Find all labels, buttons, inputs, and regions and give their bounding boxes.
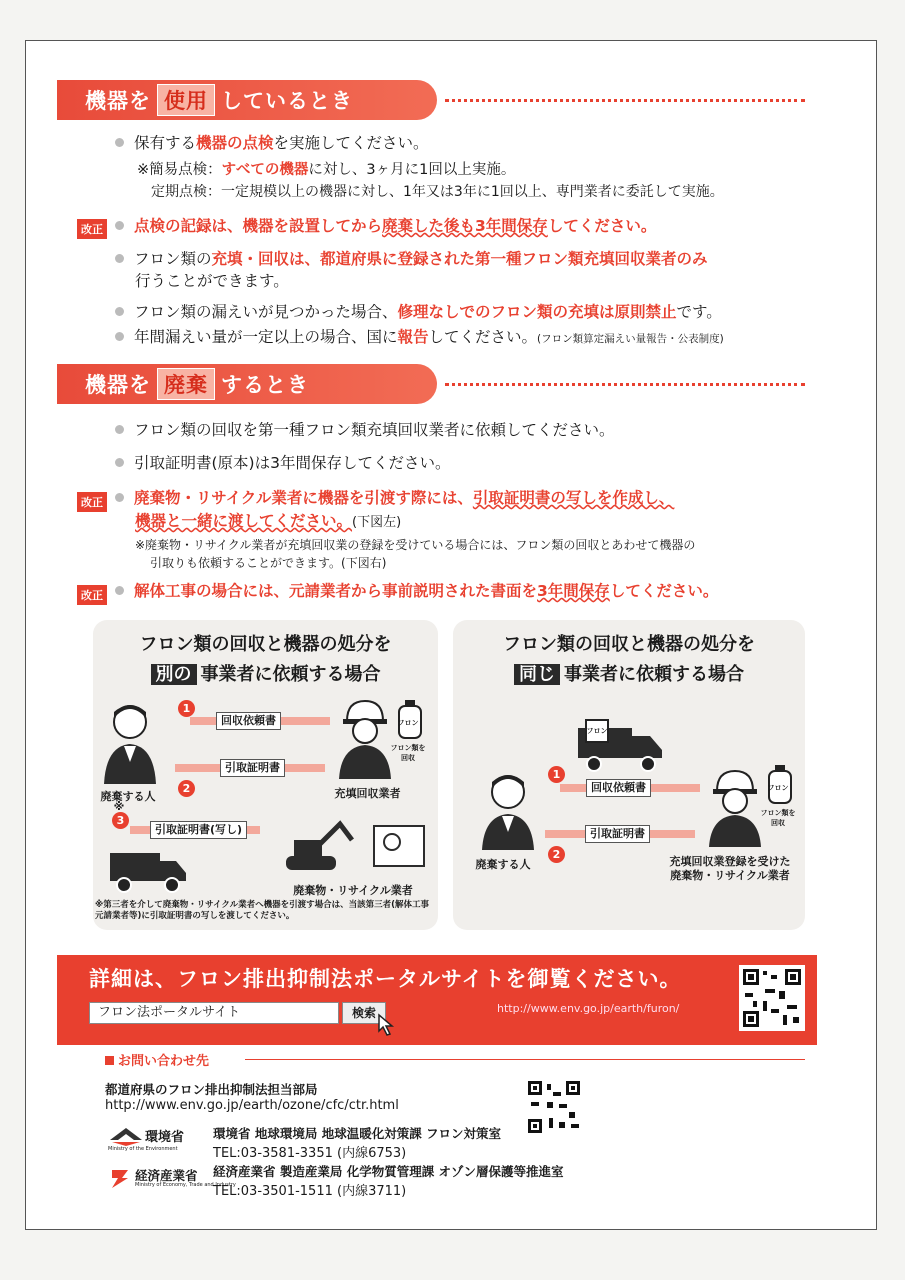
text: 事業者に依頼する場合	[564, 664, 744, 685]
text: です。	[676, 303, 722, 321]
tank-note: フロン類を回収	[760, 809, 796, 827]
arrow-request	[190, 713, 330, 729]
qr-code-icon	[525, 1078, 583, 1136]
recycler-label: 廃棄物・リサイクル業者	[293, 884, 413, 897]
bullet-icon	[115, 254, 124, 263]
search-input[interactable]: フロン法ポータルサイト	[89, 1002, 339, 1024]
list-item	[115, 249, 708, 270]
list-item-continued	[135, 511, 401, 533]
arrow-certificate-copy	[130, 822, 260, 838]
dotted-divider	[445, 383, 805, 386]
dotted-divider	[445, 99, 805, 102]
text: 年間漏えい量が一定以上の場合、国に	[134, 328, 398, 346]
list-item	[115, 216, 656, 237]
tank-label: フロン	[397, 719, 419, 727]
section-header-prefix: 機器を	[85, 89, 151, 113]
portal-url[interactable]: http://www.env.go.jp/earth/furon/	[497, 1002, 680, 1015]
list-item-continued: 行うことができます。	[135, 272, 289, 290]
section-header-highlight: 使用	[157, 84, 215, 116]
diagram-right-title: フロン類の回収と機器の処分を	[503, 634, 755, 655]
cursor-icon	[377, 1013, 397, 1037]
arrow-label: 回収依頼書	[216, 712, 281, 730]
env-ministry-logo-icon	[108, 1126, 144, 1146]
tank-label: フロン	[767, 784, 789, 792]
arrow-label: 引取証明書	[220, 759, 285, 777]
bullet-icon	[115, 458, 124, 467]
list-item	[115, 133, 429, 154]
meti-logo-icon	[108, 1166, 132, 1190]
underlined-text: 引取証明書の写しを作成し、	[472, 489, 675, 507]
step-number: 3	[112, 812, 129, 829]
worker-label: 充填回収業者	[334, 787, 401, 800]
person-label: 廃棄する人	[475, 858, 531, 871]
diagram-left-title: フロン類の回収と機器の処分を	[139, 634, 392, 655]
text: してください。	[428, 328, 538, 346]
note: ※廃棄物・リサイクル業者が充填回収業の登録を受けている場合には、フロン類の回収とあわせて機器の	[135, 538, 696, 552]
diagram-footnote: ※第三者を介して廃棄物・リサイクル業者へ機器を引渡す場合は、当該第三者(解体工事元請業者等)に引取証明書の写しを渡してください。	[95, 900, 429, 921]
text: お問い合わせ先	[118, 1054, 210, 1069]
section-header-prefix: 機器を	[85, 373, 151, 397]
bullet-icon	[115, 586, 124, 595]
truck-label: フロン	[586, 727, 608, 735]
meti-logo-sub: Ministry of Economy, Trade and Industry	[135, 1182, 236, 1188]
worker-label-1: 充填回収業登録を受けた	[669, 855, 791, 868]
meti-tel: TEL:03-3501-1511 (内線3711)	[213, 1184, 407, 1199]
highlight-text: 報告	[397, 328, 429, 346]
qr-code-icon	[739, 965, 805, 1031]
step-number: 1	[178, 700, 195, 717]
banner-title: 詳細は、フロン排出抑制法ポータルサイトを御覧ください。	[89, 967, 682, 991]
text: フロン類の回収を第一種フロン類充填回収業者に依頼してください。	[134, 421, 615, 439]
text: 廃棄物・リサイクル業者に機器を引渡す際には、	[134, 489, 473, 507]
tank-note: フロン類を回収	[390, 744, 426, 762]
arrow-label: 回収依頼書	[586, 779, 651, 797]
truck-icon	[110, 845, 190, 895]
arrow-label: 引取証明書	[585, 825, 650, 843]
contact-header	[105, 1050, 209, 1069]
contact-divider	[245, 1059, 805, 1060]
worker-label-2: 廃棄物・リサイクル業者	[670, 869, 790, 882]
worker-icon	[335, 695, 395, 780]
underlined-text: 廃棄した後も3年間保存	[382, 217, 548, 235]
person-label: 廃棄する人	[100, 790, 156, 803]
text: を実施してください。	[273, 134, 429, 152]
search-button[interactable]: 検索	[342, 1002, 386, 1024]
list-item	[115, 581, 718, 602]
person-icon	[478, 770, 538, 850]
text: 保有する	[134, 134, 197, 152]
step-number: 1	[548, 766, 565, 783]
bullet-icon	[115, 493, 124, 502]
pref-url[interactable]: http://www.env.go.jp/earth/ozone/cfc/ctr.html	[105, 1098, 399, 1113]
text: フロン類の	[134, 250, 212, 268]
person-icon	[100, 700, 160, 785]
bullet-icon	[115, 138, 124, 147]
text: 事業者に依頼する場合	[200, 664, 381, 685]
square-icon	[105, 1056, 114, 1065]
boxed-word: 同じ	[514, 664, 560, 685]
note-text: (フロン類算定漏えい量報告・公表制度)	[537, 333, 724, 345]
text: (下図左)	[352, 515, 402, 530]
text: 解体工事の場合には、元請業者から事前説明された書面を	[134, 582, 538, 600]
env-tel: TEL:03-3581-3351 (内線6753)	[213, 1146, 407, 1161]
text: に対し、3ヶ月に1回以上実施。	[308, 162, 516, 178]
text: 点検の記録は、機器を設置してから	[134, 217, 383, 235]
bullet-icon	[115, 221, 124, 230]
section-header-highlight: 廃棄	[157, 368, 215, 400]
portal-banner	[57, 955, 817, 1045]
highlight-text: すべての機器	[221, 162, 309, 178]
step-number: 2	[548, 846, 565, 863]
diagram-right-subtitle	[453, 660, 805, 686]
diagram-left-subtitle	[93, 660, 438, 686]
text: フロン類の漏えいが見つかった場合、	[134, 303, 398, 321]
note: 引取りも依頼することができます。(下図右)	[150, 556, 387, 570]
list-item	[115, 327, 724, 350]
arrow-certificate	[175, 760, 325, 776]
section-header-dispose	[57, 364, 437, 404]
list-item	[115, 453, 450, 474]
pref-title: 都道府県のフロン排出抑制法担当部局	[105, 1082, 318, 1097]
bullet-icon	[115, 425, 124, 434]
env-dept: 環境省 地球環境局 地球温暖化対策課 フロン対策室	[213, 1126, 502, 1141]
list-subitem: 定期点検：一定規模以上の機器に対し、1年又は3年に1回以上、専門業者に委託して実施。	[151, 184, 724, 200]
text: してください。	[609, 582, 719, 600]
section-header-use	[57, 80, 437, 120]
meti-logo-text: 経済産業省	[135, 1168, 198, 1183]
text: 引取証明書(原本)は3年間保存してください。	[134, 454, 451, 472]
env-logo-text: 環境省	[145, 1130, 185, 1145]
highlight-text: 機器の点検	[196, 134, 274, 152]
text: してください。	[547, 217, 657, 235]
list-item	[115, 302, 722, 323]
arrow-label: 引取証明書(写し)	[150, 821, 247, 839]
bullet-icon	[115, 307, 124, 316]
highlight-text: 充填・回収は、都道府県に登録された第一種フロン類充填回収業者のみ	[211, 250, 708, 268]
boxed-word: 別の	[151, 664, 197, 685]
revision-tag: 改正	[77, 492, 107, 512]
section-header-suffix: するとき	[221, 373, 309, 397]
list-item	[115, 488, 674, 509]
highlight-text: 修理なしでのフロン類の充填は原則禁止	[397, 303, 677, 321]
underlined-text: 機器と一緒に渡してください。	[135, 512, 353, 530]
arrow-certificate	[545, 826, 695, 842]
section-header-suffix: しているとき	[221, 89, 353, 113]
env-logo-sub: Ministry of the Environment	[108, 1146, 178, 1152]
text: ※簡易点検：	[137, 162, 222, 178]
list-item	[115, 420, 615, 441]
list-subitem	[137, 160, 515, 181]
arrow-request	[560, 780, 700, 796]
machinery-icon	[282, 820, 432, 880]
underlined-text: 3年間保存	[537, 582, 610, 600]
step-number: 2	[178, 780, 195, 797]
bullet-icon	[115, 332, 124, 341]
worker-icon	[705, 765, 765, 847]
revision-tag: 改正	[77, 585, 107, 605]
revision-tag: 改正	[77, 219, 107, 239]
footnote-mark: ※	[113, 800, 125, 813]
meti-dept: 経済産業省 製造産業局 化学物質管理課 オゾン層保護等推進室	[213, 1164, 564, 1179]
